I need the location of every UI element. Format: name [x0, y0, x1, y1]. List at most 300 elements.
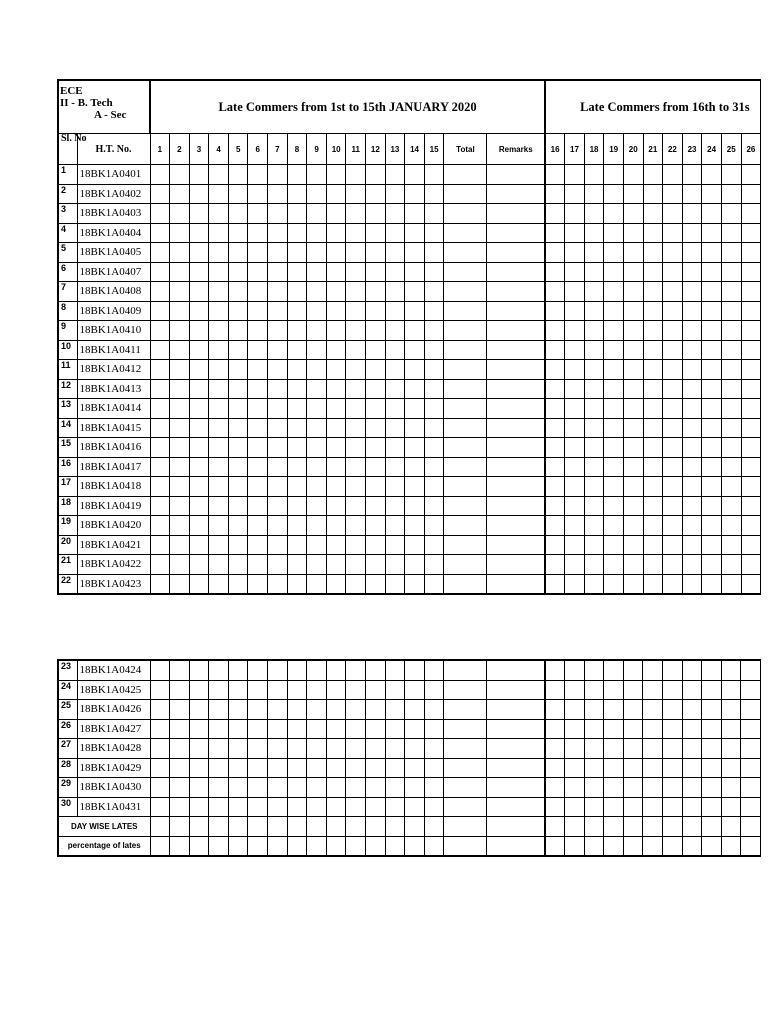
day-cell: [565, 165, 585, 185]
day-cell: [268, 797, 288, 817]
sl-no-cell: 25: [58, 700, 77, 720]
day-cell: [150, 555, 170, 575]
ht-no-cell: 18BK1A0402: [77, 184, 150, 204]
table-row: [58, 660, 760, 680]
day-cell: [287, 719, 307, 739]
day-cell: [366, 700, 386, 720]
day-cell: [702, 496, 722, 516]
day-cell: [366, 496, 386, 516]
day-cell: [346, 574, 366, 594]
day-cell: [663, 457, 683, 477]
day-cell: [643, 321, 663, 341]
day-cell: [682, 165, 702, 185]
table-row: [58, 165, 761, 185]
remarks-cell: [487, 457, 545, 477]
day-cell: [189, 223, 209, 243]
day-cell: [189, 243, 209, 263]
day-cell: [170, 555, 190, 575]
day-cell: [405, 574, 425, 594]
percentage-label: percentage of lates: [58, 836, 150, 856]
total-cell: [444, 660, 487, 680]
day-cell: [366, 321, 386, 341]
day-cell: [702, 555, 722, 575]
day-cell: [721, 817, 741, 837]
day-cell: [209, 574, 229, 594]
day-cell: [682, 321, 702, 341]
sl-no-cell: 23: [58, 660, 77, 680]
table-row: [58, 700, 760, 720]
table-row: [58, 282, 761, 302]
day-cell: [741, 574, 761, 594]
day-cell: [287, 340, 307, 360]
day-cell: [702, 660, 722, 680]
day-header: 9: [307, 134, 327, 165]
total-cell: [444, 301, 487, 321]
day-cell: [307, 574, 327, 594]
day-cell: [248, 301, 268, 321]
day-cell: [623, 817, 643, 837]
day-cell: [307, 836, 327, 856]
day-cell: [150, 204, 170, 224]
day-cell: [366, 660, 386, 680]
day-cell: [346, 680, 366, 700]
day-cell: [663, 516, 683, 536]
day-cell: [545, 817, 565, 837]
day-cell: [346, 184, 366, 204]
day-cell: [189, 797, 209, 817]
day-cell: [604, 165, 624, 185]
day-cell: [189, 360, 209, 380]
sl-no-cell: 15: [58, 438, 77, 458]
total-cell: [444, 797, 487, 817]
day-cell: [702, 457, 722, 477]
day-cell: [405, 379, 425, 399]
day-cell: [604, 778, 624, 798]
day-cell: [307, 680, 327, 700]
day-cell: [623, 477, 643, 497]
day-cell: [366, 817, 386, 837]
sl-no-cell: 7: [58, 282, 77, 302]
day-cell: [702, 184, 722, 204]
ht-no-cell: 18BK1A0426: [77, 700, 150, 720]
day-cell: [307, 477, 327, 497]
day-cell: [209, 340, 229, 360]
day-cell: [307, 379, 327, 399]
day-cell: [623, 321, 643, 341]
day-cell: [248, 360, 268, 380]
total-cell: [444, 700, 487, 720]
day-cell: [346, 535, 366, 555]
table-row: [58, 418, 761, 438]
sl-no-cell: 4: [58, 223, 77, 243]
day-cell: [268, 360, 288, 380]
day-cell: [663, 555, 683, 575]
day-cell: [170, 379, 190, 399]
remarks-cell: [487, 496, 545, 516]
day-cell: [545, 700, 565, 720]
day-cell: [565, 418, 585, 438]
day-cell: [682, 535, 702, 555]
day-cell: [545, 438, 565, 458]
day-cell: [189, 700, 209, 720]
ht-no-cell: 18BK1A0416: [77, 438, 150, 458]
remarks-header: Remarks: [487, 134, 545, 165]
day-cell: [545, 399, 565, 419]
total-cell: [444, 457, 487, 477]
day-cell: [385, 282, 405, 302]
day-cell: [623, 418, 643, 438]
day-cell: [209, 165, 229, 185]
day-cell: [150, 516, 170, 536]
day-header: 18: [584, 134, 604, 165]
day-cell: [545, 836, 565, 856]
day-cell: [209, 719, 229, 739]
day-cell: [307, 223, 327, 243]
day-cell: [424, 438, 444, 458]
day-cell: [721, 340, 741, 360]
day-cell: [623, 204, 643, 224]
day-header: 17: [565, 134, 585, 165]
day-cell: [584, 496, 604, 516]
day-cell: [346, 739, 366, 759]
day-cell: [604, 457, 624, 477]
day-cell: [721, 360, 741, 380]
day-cell: [721, 496, 741, 516]
day-cell: [584, 438, 604, 458]
sl-no-cell: 10: [58, 340, 77, 360]
day-cell: [307, 719, 327, 739]
day-cell: [545, 301, 565, 321]
day-cell: [545, 719, 565, 739]
day-wise-lates-label: DAY WISE LATES: [58, 817, 150, 837]
day-cell: [170, 457, 190, 477]
day-cell: [268, 204, 288, 224]
day-cell: [209, 418, 229, 438]
day-cell: [170, 223, 190, 243]
day-cell: [189, 379, 209, 399]
day-cell: [424, 778, 444, 798]
day-cell: [584, 418, 604, 438]
day-cell: [307, 165, 327, 185]
day-cell: [721, 457, 741, 477]
day-cell: [307, 282, 327, 302]
day-cell: [741, 418, 761, 438]
total-cell: [444, 165, 487, 185]
remarks-cell: [487, 399, 545, 419]
total-cell: [444, 535, 487, 555]
day-cell: [385, 700, 405, 720]
day-cell: [366, 836, 386, 856]
day-cell: [248, 758, 268, 778]
day-header: 22: [663, 134, 683, 165]
day-cell: [189, 739, 209, 759]
day-cell: [424, 680, 444, 700]
ht-no-cell: 18BK1A0421: [77, 535, 150, 555]
day-header: 4: [209, 134, 229, 165]
day-cell: [268, 660, 288, 680]
day-cell: [623, 340, 643, 360]
day-cell: [170, 184, 190, 204]
day-cell: [209, 836, 229, 856]
day-cell: [366, 262, 386, 282]
day-cell: [248, 555, 268, 575]
day-cell: [682, 680, 702, 700]
day-cell: [287, 243, 307, 263]
day-cell: [584, 301, 604, 321]
day-cell: [623, 660, 643, 680]
day-cell: [741, 817, 761, 837]
day-cell: [326, 477, 346, 497]
day-cell: [604, 700, 624, 720]
day-cell: [405, 438, 425, 458]
day-cell: [209, 758, 229, 778]
day-cell: [663, 535, 683, 555]
day-cell: [248, 680, 268, 700]
day-cell: [170, 360, 190, 380]
day-cell: [721, 700, 741, 720]
day-cell: [209, 379, 229, 399]
day-cell: [682, 660, 702, 680]
day-cell: [424, 282, 444, 302]
day-cell: [326, 516, 346, 536]
day-cell: [584, 243, 604, 263]
day-cell: [405, 700, 425, 720]
sl-no-cell: 11: [58, 360, 77, 380]
day-cell: [663, 184, 683, 204]
day-cell: [366, 243, 386, 263]
day-cell: [565, 438, 585, 458]
day-cell: [268, 418, 288, 438]
day-cell: [702, 758, 722, 778]
table-row: [58, 680, 760, 700]
day-cell: [287, 282, 307, 302]
day-cell: [346, 165, 366, 185]
day-cell: [643, 778, 663, 798]
remarks-cell: [487, 758, 545, 778]
day-cell: [663, 321, 683, 341]
attendance-sheet-bottom: [57, 659, 768, 857]
day-cell: [662, 739, 682, 759]
day-cell: [150, 700, 170, 720]
table-row: [58, 243, 761, 263]
remarks-cell: [487, 574, 545, 594]
day-cell: [287, 301, 307, 321]
day-cell: [741, 360, 761, 380]
day-cell: [545, 555, 565, 575]
day-cell: [248, 184, 268, 204]
day-cell: [702, 262, 722, 282]
day-cell: [405, 301, 425, 321]
day-cell: [307, 758, 327, 778]
day-cell: [702, 719, 722, 739]
total-cell: [444, 243, 487, 263]
day-cell: [326, 360, 346, 380]
day-cell: [721, 477, 741, 497]
day-cell: [424, 321, 444, 341]
day-cell: [150, 418, 170, 438]
day-cell: [287, 535, 307, 555]
day-cell: [545, 243, 565, 263]
day-cell: [545, 165, 565, 185]
day-cell: [287, 700, 307, 720]
sl-no-cell: 19: [58, 516, 77, 536]
day-cell: [643, 719, 663, 739]
day-cell: [721, 418, 741, 438]
sl-no-cell: 3: [58, 204, 77, 224]
remarks-cell: [487, 360, 545, 380]
day-cell: [366, 379, 386, 399]
sl-no-header: Sl. No: [58, 134, 77, 165]
day-cell: [405, 797, 425, 817]
table-row: [58, 262, 761, 282]
day-cell: [307, 321, 327, 341]
day-cell: [643, 282, 663, 302]
day-cell: [150, 817, 170, 837]
day-cell: [385, 301, 405, 321]
ht-no-cell: 18BK1A0409: [77, 301, 150, 321]
day-cell: [228, 340, 248, 360]
day-cell: [189, 184, 209, 204]
table-row: [58, 340, 761, 360]
day-cell: [307, 660, 327, 680]
day-cell: [623, 457, 643, 477]
day-cell: [604, 379, 624, 399]
student-rows-top: [58, 165, 761, 595]
day-cell: [189, 817, 209, 837]
day-cell: [604, 301, 624, 321]
remarks-cell: [487, 719, 545, 739]
total-cell: [444, 340, 487, 360]
day-cell: [150, 399, 170, 419]
day-cell: [209, 817, 229, 837]
sl-no-cell: 8: [58, 301, 77, 321]
title-first-half: Late Commers from 1st to 15th JANUARY 2020: [150, 80, 545, 134]
day-cell: [702, 574, 722, 594]
day-cell: [584, 184, 604, 204]
day-cell: [385, 778, 405, 798]
day-cell: [663, 223, 683, 243]
day-cell: [346, 836, 366, 856]
day-cell: [565, 301, 585, 321]
day-cell: [623, 680, 643, 700]
day-cell: [623, 574, 643, 594]
day-cell: [682, 243, 702, 263]
day-cell: [702, 360, 722, 380]
day-cell: [287, 379, 307, 399]
table-row: [58, 301, 761, 321]
day-cell: [623, 496, 643, 516]
day-cell: [287, 399, 307, 419]
day-cell: [405, 399, 425, 419]
day-cell: [643, 418, 663, 438]
day-cell: [565, 379, 585, 399]
day-cell: [702, 282, 722, 302]
day-cell: [326, 496, 346, 516]
day-cell: [584, 700, 604, 720]
day-cell: [150, 739, 170, 759]
day-cell: [682, 184, 702, 204]
total-cell: [444, 184, 487, 204]
day-cell: [565, 282, 585, 302]
day-cell: [307, 262, 327, 282]
day-cell: [702, 477, 722, 497]
day-cell: [150, 165, 170, 185]
day-cell: [643, 379, 663, 399]
day-cell: [268, 739, 288, 759]
day-cell: [366, 457, 386, 477]
day-cell: [248, 496, 268, 516]
day-cell: [682, 574, 702, 594]
remarks-cell: [487, 739, 545, 759]
day-cell: [287, 516, 307, 536]
day-cell: [565, 797, 585, 817]
day-cell: [228, 778, 248, 798]
day-cell: [307, 184, 327, 204]
day-cell: [663, 243, 683, 263]
day-cell: [326, 321, 346, 341]
day-cell: [268, 758, 288, 778]
summary-rows: [58, 817, 760, 857]
day-cell: [385, 243, 405, 263]
day-cell: [170, 817, 190, 837]
day-cell: [565, 739, 585, 759]
day-cell: [643, 204, 663, 224]
day-cell: [405, 778, 425, 798]
day-cell: [604, 243, 624, 263]
day-cell: [326, 165, 346, 185]
day-cell: [721, 680, 741, 700]
day-cell: [385, 574, 405, 594]
day-cell: [584, 477, 604, 497]
day-cell: [741, 282, 761, 302]
table-row: [58, 360, 761, 380]
day-cell: [248, 660, 268, 680]
day-cell: [545, 477, 565, 497]
day-cell: [721, 719, 741, 739]
day-cell: [150, 438, 170, 458]
day-cell: [741, 535, 761, 555]
day-cell: [545, 418, 565, 438]
day-cell: [545, 535, 565, 555]
day-cell: [405, 184, 425, 204]
day-cell: [209, 535, 229, 555]
day-cell: [366, 165, 386, 185]
total-cell: [444, 282, 487, 302]
day-cell: [189, 262, 209, 282]
day-cell: [150, 457, 170, 477]
day-cell: [604, 574, 624, 594]
day-cell: [405, 262, 425, 282]
day-cell: [405, 223, 425, 243]
day-cell: [346, 321, 366, 341]
day-cell: [424, 262, 444, 282]
day-cell: [228, 399, 248, 419]
day-cell: [702, 340, 722, 360]
ht-no-cell: 18BK1A0423: [77, 574, 150, 594]
day-cell: [604, 797, 624, 817]
day-cell: [366, 438, 386, 458]
day-cell: [170, 797, 190, 817]
day-cell: [604, 555, 624, 575]
day-cell: [721, 660, 741, 680]
day-cell: [385, 262, 405, 282]
remarks-cell: [487, 165, 545, 185]
ht-no-cell: 18BK1A0430: [77, 778, 150, 798]
day-cell: [604, 204, 624, 224]
day-cell: [150, 321, 170, 341]
day-cell: [545, 282, 565, 302]
ht-no-cell: 18BK1A0431: [77, 797, 150, 817]
